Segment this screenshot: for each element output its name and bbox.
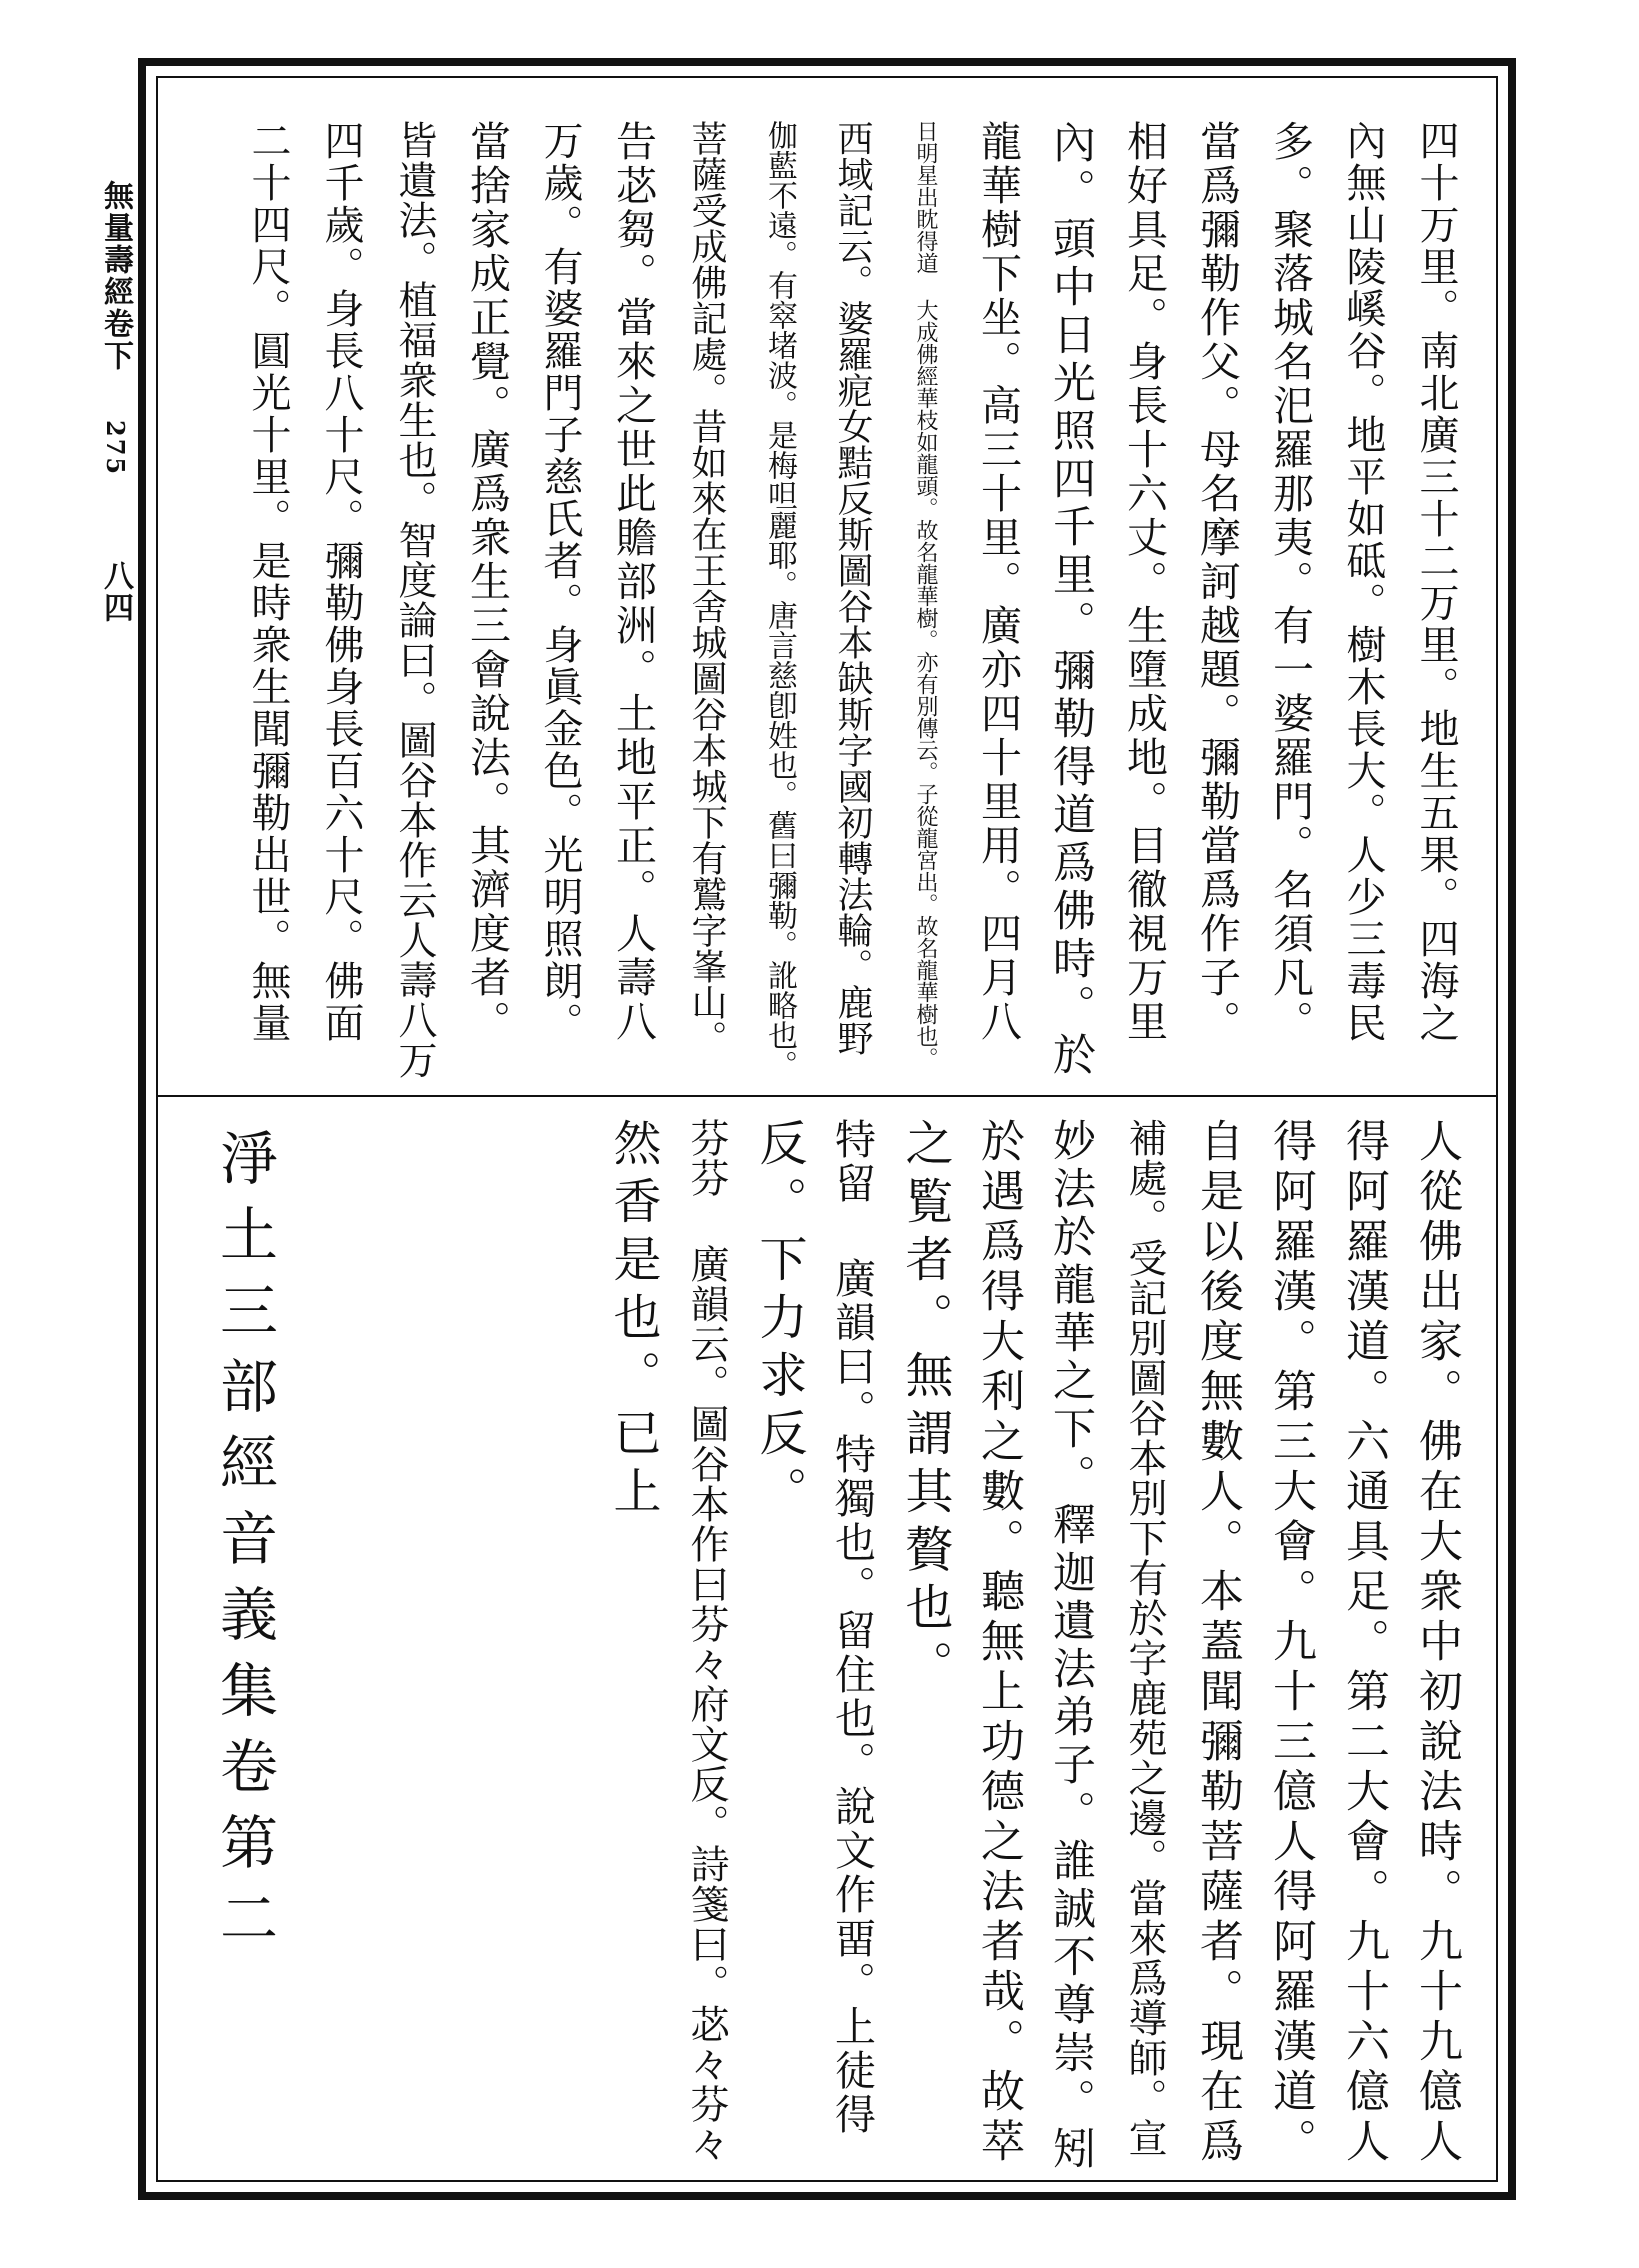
upper-text-column: 當爲彌勒作父。母名摩訶越題。彌勒當爲作子。 bbox=[1193, 120, 1241, 1044]
upper-text-column: 四十万里。南北廣三十二万里。地生五果。四海之 bbox=[1413, 120, 1459, 1044]
upper-text-column: 相好具足。身長十六丈。生墮成地。目徹視万里 bbox=[1120, 120, 1168, 1044]
upper-text-column: 西域記云。婆羅痆女黠反斯圖谷本缺斯字國初轉法輪。鹿野 bbox=[832, 120, 873, 1056]
lower-text-column: 補處。受記別圖谷本別下有於字鹿苑之邊。當來爲導師。宣 bbox=[1122, 1118, 1167, 2158]
lower-text-column: 自是以後度無數人。本蓋聞彌勒菩薩者。現在爲 bbox=[1192, 1118, 1243, 2168]
folio-number: 八四 bbox=[98, 560, 133, 624]
upper-text-column: 二十四尺。圓光十里。是時衆生聞彌勒出世。無量 bbox=[245, 120, 291, 1044]
lower-text-column: 得阿羅漢道。六通具足。第二大會。九十六億人 bbox=[1338, 1118, 1389, 2168]
lower-text-column: 得阿羅漢。第三大會。九十三億人得阿羅漢道。 bbox=[1265, 1118, 1316, 2168]
lower-text-column: 之覧者。無謂其贅也。 bbox=[897, 1118, 953, 1698]
volume-title: 淨土三部經音義集卷第二 bbox=[210, 1128, 278, 1964]
upper-text-column: 四千歲。身長八十尺。彌勒佛身長百六十尺。佛面 bbox=[318, 120, 364, 1044]
lower-text-column: 然香是也。已上 bbox=[605, 1118, 661, 1524]
running-header bbox=[95, 180, 135, 700]
upper-text-column: 伽藍不遠。有窣堵波。是梅呾麗耶。唐言慈卽姓也。舊曰彌勒。訛略也。 bbox=[762, 120, 797, 1080]
section-divider bbox=[156, 1095, 1498, 1097]
lower-text-column: 反。下力求反。 bbox=[751, 1118, 807, 1524]
upper-text-column: 告苾芻。當來之世此贍部洲。土地平正。人壽八 bbox=[609, 120, 657, 1044]
upper-text-column: 日明星出眈得道 大成佛經華枝如龍頭。故名龍華樹。亦有別傳云。子從龍宮出。故名龍華樹也。 bbox=[913, 120, 938, 1069]
page-number: 275 bbox=[101, 420, 130, 477]
lower-text-column: 妙法於龍華之下。釋迦遺法弟子。誰誠不尊崇。矧 bbox=[1046, 1118, 1096, 2174]
upper-text-column: 菩薩受成佛記處。昔如來在王舍城圖谷本城下有鷲字峯山。 bbox=[686, 120, 727, 1056]
upper-text-column: 万歲。有婆羅門子慈氏者。身眞金色。光明照朗。 bbox=[537, 120, 583, 1044]
lower-text-column: 芬芬 廣韻云。圖谷本作曰芬々府文反。詩箋曰。苾々芬々 bbox=[684, 1118, 729, 2164]
upper-text-column: 內。頭中日光照四千里。彌勒得道爲佛時。於 bbox=[1046, 120, 1096, 1080]
lower-text-column: 於遇爲得大利之數。聽無上功德之法者哉。故萃 bbox=[973, 1118, 1024, 2168]
upper-text-column: 多。聚落城名汜羅那夷。有一婆羅門。名須凡。 bbox=[1266, 120, 1314, 1044]
lower-text-column: 特留 廣韻曰。特獨也。留住也。說文作畱。上徒得 bbox=[828, 1118, 876, 2137]
upper-text-column: 龍華樹下坐。高三十里。廣亦四十里用。四月八 bbox=[974, 120, 1022, 1044]
lower-text-column: 人從佛出家。佛在大衆中初說法時。九十九億人 bbox=[1411, 1118, 1462, 2168]
upper-text-column: 皆遺法。植福衆生也。智度論曰。圖谷本作云人壽八万 bbox=[392, 120, 437, 1080]
running-header-title: 無量壽經卷下 bbox=[98, 180, 133, 372]
upper-text-column: 內無山陵嵠谷。地平如砥。樹木長大。人少三毒民 bbox=[1340, 120, 1386, 1044]
upper-text-column: 當捨家成正覺。廣爲衆生三會說法。其濟度者。 bbox=[463, 120, 511, 1044]
